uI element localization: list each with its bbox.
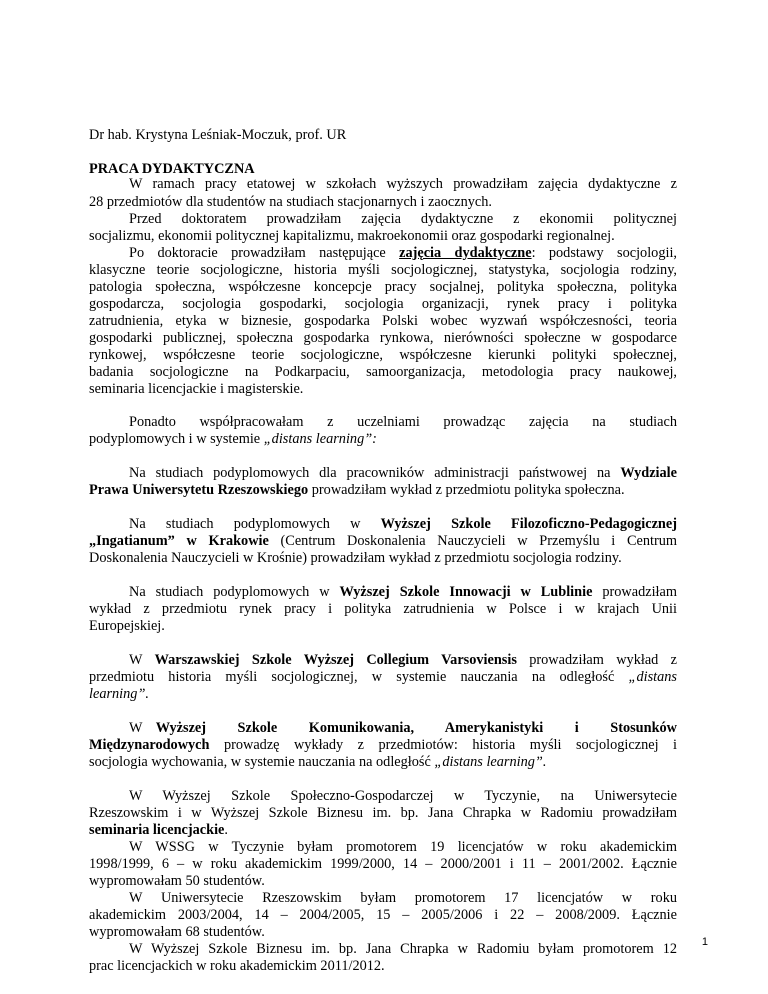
- paragraph-line: wypromowałam 68 studentów.: [89, 924, 265, 940]
- paragraph-line: klasyczne teorie socjologiczne, historia myśli socjologicznej, statystyka, socjologia rodziny,: [89, 262, 677, 278]
- paragraph-line: W ramach pracy etatowej w szkołach wyższych prowadziłam zajęcia dydaktyczne z: [129, 176, 677, 192]
- paragraph-line: Na studiach podyplomowych w Wyższej Szkole Innowacji w Lublinie prowadziłam: [129, 584, 677, 600]
- paragraph-line: podyplomowych i w systemie „distans learning”:: [89, 431, 377, 447]
- paragraph-line: rynkowej, współczesne teorie socjologiczne, współczesne kierunki polityki społecznej,: [89, 347, 677, 363]
- paragraph-line: seminaria licencjackie.: [89, 822, 228, 838]
- paragraph-line: 1998/1999, 6 – w roku akademickim 1999/2000, 14 – 2000/2001 i 11 – 2001/2002. Łącznie: [89, 856, 677, 872]
- paragraph-line: learning”.: [89, 686, 149, 702]
- paragraph-line: socjologia wychowania, w systemie nauczania na odległość „distans learning”.: [89, 754, 547, 770]
- paragraph-line: Międzynarodowych prowadzę wykłady z przedmiotów: historia myśli socjologicznej i: [89, 737, 677, 753]
- paragraph-line: Przed doktoratem prowadziłam zajęcia dydaktyczne z ekonomii politycznej: [129, 211, 677, 227]
- paragraph-line: W Uniwersytecie Rzeszowskim byłam promotorem 17 licencjatów w roku: [129, 890, 677, 906]
- paragraph-line: patologia społeczna, współczesne koncepcje pracy socjalnej, polityka społeczna, polityka: [89, 279, 677, 295]
- paragraph-line: Prawa Uniwersytetu Rzeszowskiego prowadziłam wykład z przedmiotu polityka społeczna.: [89, 482, 625, 498]
- paragraph-line: wykład z przedmiotu rynek pracy i polityka zatrudnienia w Polsce i w krajach Unii: [89, 601, 677, 617]
- paragraph-line: W Wyższej Szkole Biznesu im. bp. Jana Chrapka w Radomiu byłam promotorem 12: [129, 941, 677, 957]
- paragraph-line: W WSSG w Tyczynie byłam promotorem 19 licencjatów w roku akademickim: [129, 839, 677, 855]
- paragraph-line: wypromowałam 50 studentów.: [89, 873, 265, 889]
- paragraph-line: W Wyższej Szkole Komunikowania, Amerykanistyki i Stosunków: [129, 720, 677, 736]
- paragraph-line: seminaria licencjackie i magisterskie.: [89, 381, 304, 397]
- paragraph-line: Po doktoracie prowadziłam następujące zajęcia dydaktyczne: podstawy socjologii,: [129, 245, 677, 261]
- paragraph-line: Rzeszowskim i w Wyższej Szkole Biznesu im. bp. Jana Chrapka w Radomiu prowadziłam: [89, 805, 677, 821]
- paragraph-line: gospodarcza, socjologia gospodarki, socjologia organizacji, rynek pracy i polityka: [89, 296, 677, 312]
- section-title: PRACA DYDAKTYCZNA: [89, 161, 255, 177]
- page-number: 1: [701, 936, 708, 948]
- paragraph-line: akademickim 2003/2004, 14 – 2004/2005, 15 – 2005/2006 i 22 – 2008/2009. Łącznie: [89, 907, 677, 923]
- paragraph-line: zatrudnienia, etyka w biznesie, gospodarka Polski wobec wyzwań współczesności, teoria: [89, 313, 677, 329]
- paragraph-line: 28 przedmiotów dla studentów na studiach stacjonarnych i zaocznych.: [89, 194, 492, 210]
- paragraph-line: Na studiach podyplomowych dla pracowników administracji państwowej na Wydziale: [129, 465, 677, 481]
- paragraph-line: Na studiach podyplomowych w Wyższej Szkole Filozoficzno-Pedagogicznej: [129, 516, 677, 532]
- paragraph-line: W Wyższej Szkole Społeczno-Gospodarczej w Tyczynie, na Uniwersytecie: [129, 788, 677, 804]
- paragraph-line: badania socjologiczne na Podkarpaciu, samoorganizacja, metodologia pracy naukowej,: [89, 364, 677, 380]
- paragraph-line: gospodarki publicznej, społeczna gospodarka rynkowa, nierówności społeczne w gospodarce: [89, 330, 677, 346]
- paragraph-line: Ponadto współpracowałam z uczelniami prowadząc zajęcia na studiach: [129, 414, 677, 430]
- paragraph-line: Doskonalenia Nauczycieli w Krośnie) prowadziłam wykład z przedmiotu socjologia rodziny.: [89, 550, 622, 566]
- paragraph-line: przedmiotu historia myśli socjologicznej, w systemie nauczania na odległość „distans: [89, 669, 677, 685]
- paragraph-line: prac licencjackich w roku akademickim 2011/2012.: [89, 958, 385, 974]
- paragraph-line: socjalizmu, ekonomii politycznej kapitalizmu, makroekonomii oraz gospodarki regionalnej.: [89, 228, 615, 244]
- paragraph-line: W Warszawskiej Szkole Wyższej Collegium Varsoviensis prowadziłam wykład z: [129, 652, 678, 668]
- author-line: Dr hab. Krystyna Leśniak-Moczuk, prof. UR: [89, 127, 347, 143]
- paragraph-line: Europejskiej.: [89, 618, 165, 634]
- paragraph-line: „Ingatianum” w Krakowie (Centrum Doskonalenia Nauczycieli w Przemyślu i Centrum: [89, 533, 677, 549]
